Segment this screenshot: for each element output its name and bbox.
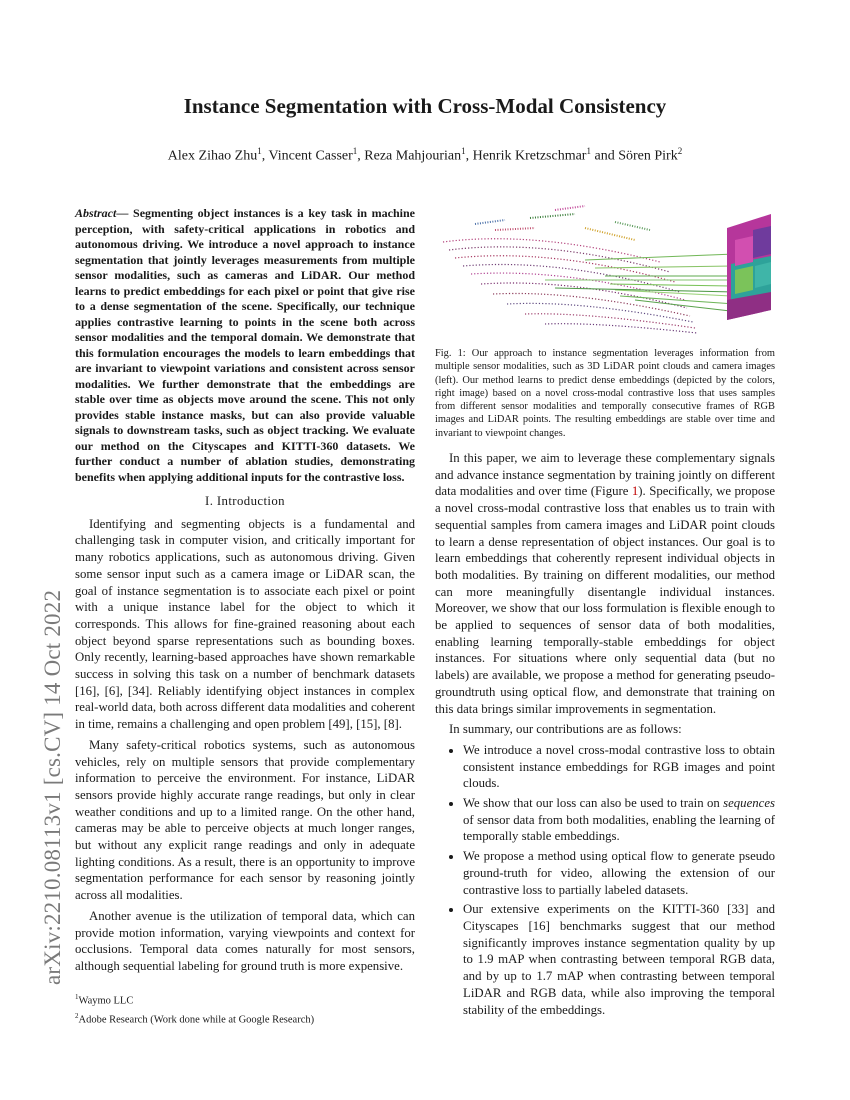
affiliation-mark: 2 — [677, 146, 683, 156]
footnotes — [75, 990, 415, 1027]
abstract-dash: — — [116, 206, 134, 220]
footnote: $^1$Waymo LLC — [75, 993, 134, 1007]
abstract — [75, 206, 415, 485]
affiliation-mark: 1 — [586, 146, 591, 156]
arxiv-stamp: arXiv:2210.08113v1 [cs.CV] 14 Oct 2022 — [40, 589, 65, 985]
contributions-list — [435, 742, 775, 1018]
figure-1-caption: Fig. 1: Our approach to instance segmentation leverages information from multiple sensor modalities, such as 3D LiDAR point clouds and camera images (left). Our method learns to predict dense embeddings (depicted by the colors, right image) based on a novel cross-modal contrastive loss that uses samples from different sensor modalities and temporally consecutive frames of RGB images and LiDAR points. The resulting embeddings are stable over time and invariant to viewpoint changes. — [435, 348, 775, 439]
footnote: $^2$Adobe Research (Work done while at Google Research) — [75, 1011, 315, 1025]
figure-1-image — [435, 200, 775, 342]
abstract-label: Abstract — [75, 206, 117, 220]
intro-paragraph: Another avenue is the utilization of temporal data, which can provide motion information, varying viewpoints and context for occlusions. Temporal data comes naturally for most sensors, although sequential labeling for ground truth is more expensive. — [75, 908, 415, 973]
affiliation-mark: 1 — [257, 146, 262, 156]
section-heading-introduction: I. Introduction — [205, 494, 285, 508]
contribution-item: • Our extensive experiments on the KITTI-360 [33] and Cityscapes [16] benchmarks suggest that our method significantly improves instance segmentation quality by up to 1.9 mAP when contrasting between temporal RGB data, and by up to 1.7 mAP when contrasting between temporal LiDAR and RGB data, while also improving the temporal stability of the embeddings. — [463, 901, 775, 1018]
author-name: Henrik Kretzschmar — [472, 148, 587, 164]
embedding-image-plane — [727, 214, 771, 320]
affiliation-mark: 1 — [461, 146, 466, 156]
abstract-text: Segmenting object instances is a key task in machine perception, with safety-critical applications in robotics and autonomous driving. We introduce a novel approach to instance segmentation that jointly leverages measurements from multiple sensor modalities, such as cameras and LiDAR. Our method learns to predict embeddings for each pixel or point that give rise to a dense segmentation of the scene. Specifically, our technique applies contrastive learning to points in the scene both across sensor modalities and the temporal domain. We demonstrate that this formulation encourages the models to learn embeddings that are invariant to viewpoint variations and consistent across sensor modalities. We further demonstrate that the embeddings are stable over time as objects move around the scene. This not only provides stable instance masks, but can also provide valuable signals to downstream tasks, such as object tracking. We evaluate our method on the Cityscapes and KITTI-360 datasets. We further conduct a number of ablation studies, demonstrating benefits when applying additional inputs for the contrastive loss. — [75, 206, 416, 484]
intro-paragraph: Many safety-critical robotics systems, such as autonomous vehicles, rely on multiple sensors that provide complementary information to perceive the environment. For instance, LiDAR sensors provide highly accurate range readings, but only in clear weather conditions and up to a limited range. On the other hand, cameras may be able to perceive objects at much longer ranges, but without any explicit range readings and only in adequate lighting conditions. As a result, there is an opportunity to improve segmentation performance for each sensor by reasoning jointly across all modalities. — [75, 737, 415, 903]
correspondence-lines — [545, 254, 739, 312]
contribution-item: • We introduce a novel cross-modal contrastive loss to obtain consistent instance embeddings for RGB images and point clouds. — [463, 742, 775, 792]
author-list: Alex Zihao Zhu$^1$, Vincent Casser$^1$, Reza Mahjourian$^1$, Henrik Kretzschmar$^1$ and Sören Pirk$^2$ — [167, 146, 683, 164]
lidar-point-cloud — [443, 239, 697, 333]
intro-paragraph: Identifying and segmenting objects is a fundamental and challenging task in computer vision, and critically important for many robotics applications, such as autonomous driving. Given some sensor input such as a camera image or LiDAR scan, the goal of instance segmentation is to associate each pixel or point with a unique instance label for the object to which it corresponds. This allows for fine-grained reasoning about each object beyond sparse representations such as bounding boxes. Only recently, learning-based approaches have shown remarkable success in solving this task on a number of benchmark datasets [16], [6], [34]. Reliably identifying object instances in complex real-world data, both across different data modalities and coherent in time, remains a challenging and open problem [49], [15], [8]. — [75, 516, 415, 732]
author-name: Reza Mahjourian — [364, 148, 462, 164]
point-clusters — [475, 206, 650, 240]
author-name: Vincent Casser — [268, 148, 353, 164]
contribution-item: • We show that our loss can also be used to train on sequences of sensor data from both modalities, enabling the learning of temporally stable embeddings. — [463, 795, 775, 845]
contribution-item: • We propose a method using optical flow to generate pseudo ground-truth for video, allowing the extension of our contrastive loss to partially labeled datasets. — [463, 848, 775, 898]
author-name: Sören Pirk — [618, 148, 678, 164]
right-column — [435, 450, 775, 1021]
paper-title: Instance Segmentation with Cross-Modal Consistency — [183, 94, 667, 118]
intro-paragraph-right: In this paper, we aim to leverage these complementary signals and advance instance segmentation by training jointly on different data modalities and over time (Figure 1). Specifically, we propose a novel cross-modal contrastive loss that enables us to train with sequential samples from camera images and LiDAR point clouds to learn a dense representation of object instances. Our goal is to learn embeddings that coherently represent individual objects in both modalities. By training on different modalities, our method can more meaningfully disentangle individual instances. Moreover, we show that our loss formulation is flexible enough to be applied to sequences of sensor data of both modalities, enabling learning temporally-stable embeddings for object instances. For situations where only sequential data (but no labels) are available, we propose a method for generating pseudo-groundtruth using optical flow, and demonstrate that training on this data brings similar improvements in segmentation. — [435, 451, 775, 716]
left-column — [75, 206, 415, 979]
author-name: Alex Zihao Zhu — [167, 148, 258, 164]
summary-line: In summary, our contributions are as follows: — [449, 722, 682, 737]
affiliation-mark: 1 — [352, 146, 358, 156]
figure-reference-link[interactable]: 1 — [631, 484, 639, 499]
